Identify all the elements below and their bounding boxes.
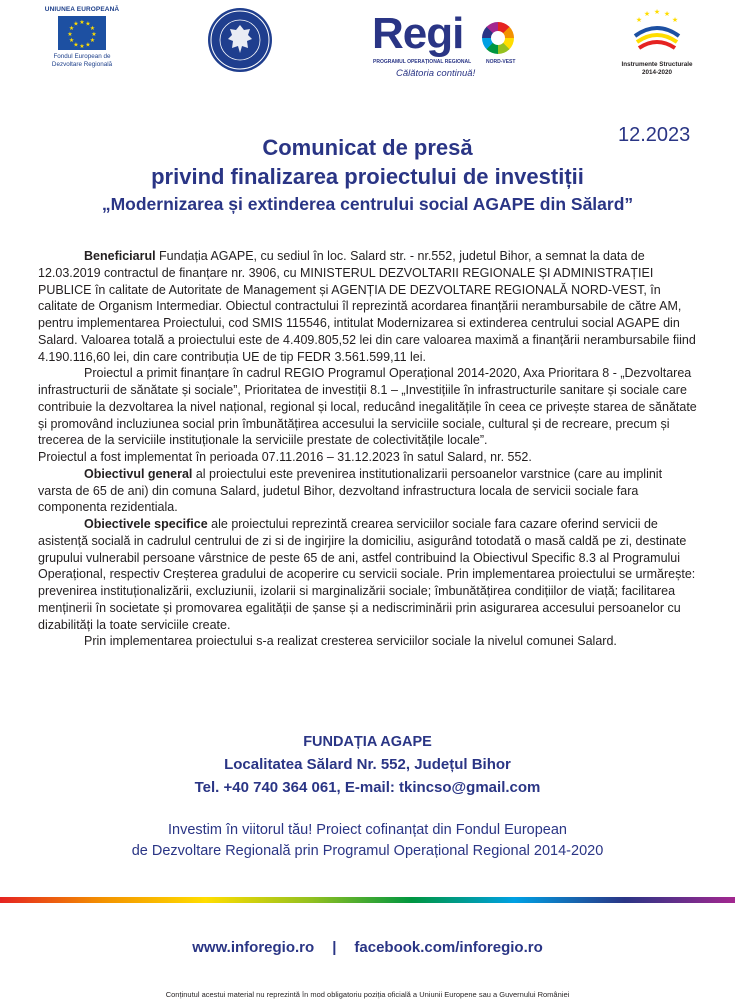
facebook-link[interactable]: facebook.com/inforegio.ro bbox=[354, 939, 543, 956]
paragraph-result: Prin implementarea proiectului s-a realizat cresterea serviciilor sociale la nivelul comunei Salard. bbox=[84, 634, 617, 649]
paragraph-beneficiary bbox=[38, 248, 698, 365]
instr-period: 2014-2020 bbox=[641, 68, 673, 76]
eu-flag-icon bbox=[58, 16, 106, 50]
logo-strip bbox=[0, 0, 735, 105]
svg-text:★: ★ bbox=[68, 25, 75, 32]
page-subtitle: privind finalizarea proiectului de investiții bbox=[151, 164, 584, 189]
svg-text:★: ★ bbox=[73, 20, 79, 28]
regio-region-label: NORD-VEST bbox=[486, 59, 516, 65]
contact-organization: FUNDAȚIA AGAPE bbox=[303, 734, 432, 750]
svg-text:★: ★ bbox=[635, 16, 643, 24]
specific-objectives-label: Obiectivele specifice bbox=[84, 517, 208, 531]
svg-text:★: ★ bbox=[68, 37, 75, 44]
regio-color-ring-icon bbox=[482, 22, 514, 54]
press-date: 12.2023 bbox=[618, 124, 691, 146]
regio-logo bbox=[372, 9, 520, 84]
eu-fund-line2: Dezvoltare Regională bbox=[51, 60, 113, 68]
svg-text:★: ★ bbox=[89, 37, 96, 44]
svg-text:★: ★ bbox=[67, 31, 73, 38]
footer-separator: | bbox=[332, 939, 337, 956]
structural-instruments-icon bbox=[627, 6, 687, 56]
svg-text:★: ★ bbox=[73, 41, 79, 49]
website-link[interactable]: www.inforegio.ro bbox=[192, 939, 315, 956]
svg-text:★: ★ bbox=[643, 10, 651, 18]
general-objective-label: Obiectivul general bbox=[84, 466, 193, 481]
instr-label: Instrumente Structurale bbox=[621, 61, 693, 68]
paragraph-financing: Proiectul a primit finanțare în cadrul REGIO Programul Operațional 2014-2020, Axa Prioritara 8 - „Dezvoltarea infrastructurii de sănătate și sociale”, Prioritatea de investiții 8.1 – „Investițiile în infrastructurile sanitare și sociale care contribuie la dezvoltarea la nivel național, regional și local, reducând inegalitățile în ceea ce privește starea de sănătate și promovând incluziunea social prin îmbunătățirea accesului la serviciile sociale, cultural și de recreare, precum și trecerea de la serviciile instituționale la serviciile prestate de colectivitățile locale”. bbox=[38, 366, 697, 448]
general-objective-text: al proiectului este prevenirea institutionalizarii persoanelor varstnice (care au implinit varsta de 65 de ani) din comuna Salard, judetul Bihor, dezvoltand infrastructura locala de servicii sociale fara componenta rezidentiala. bbox=[38, 466, 663, 515]
slogan-line-1: Investim în viitorul tău! Proiect cofinanțat din Fondul European bbox=[168, 822, 567, 838]
svg-text:★: ★ bbox=[89, 25, 96, 32]
press-release-body bbox=[38, 248, 698, 650]
contact-phone-email: Tel. +40 740 364 061, E-mail: tkincso@gmail.com bbox=[194, 779, 541, 796]
svg-text:★: ★ bbox=[653, 8, 661, 16]
svg-text:★: ★ bbox=[79, 19, 85, 26]
beneficiary-label: Beneficiarul bbox=[84, 249, 156, 263]
regio-tagline: Călătoria continuă! bbox=[396, 68, 476, 79]
beneficiary-text: Fundația AGAPE, cu sediul în loc. Salard str. - nr.552, judetul Bihor, a semnat la data de 12.03.2019 contractul de finanțare nr. 3906, cu MINISTERUL DEZVOLTARII REGIONALE ȘI ADMINISTRAȚIEI PUBLICE în calitate de Autoritate de Management și AGENȚIA DE DEZVOLTARE REGIONALĂ NORD-VEST, în calitate de Organism Intermediar. Obiectul contractului îl reprezintă acordarea finanțării nerambursabile de către AM, pentru implementarea Proiectului, cod SMIS 115546, intitulat Modernizarea si extinderea centrului social AGAPE din Salard. Valoarea totală a proiectului este de 4.409.805,52 lei din care valoarea maximă a finanțării nerambursabile fiind 4.190.116,60 lei, din care contribuția UE de tip FEDR 3.561.599,11 lei. bbox=[38, 249, 696, 364]
eu-caption: UNIUNEA EUROPEANĂ bbox=[44, 6, 120, 13]
paragraph-specific-objectives bbox=[38, 516, 698, 633]
svg-text:★: ★ bbox=[85, 20, 91, 28]
rainbow-divider bbox=[0, 897, 735, 903]
slogan-line-2: de Dezvoltare Regională prin Programul Operațional Regional 2014-2020 bbox=[131, 843, 604, 859]
disclaimer: Conținutul acestui material nu reprezintă în mod obligatoriu poziția oficială a Uniunii Europene sau a Guvernului României bbox=[165, 990, 570, 999]
eu-logo bbox=[42, 6, 122, 68]
structural-instruments-logo bbox=[612, 6, 702, 76]
svg-text:★: ★ bbox=[671, 16, 679, 24]
paragraph-general-objective bbox=[38, 466, 698, 516]
romanian-government-seal-icon bbox=[208, 8, 272, 72]
page-title: Comunicat de presă bbox=[262, 135, 473, 160]
svg-text:★: ★ bbox=[79, 43, 85, 50]
project-title: „Modernizarea și extinderea centrului social AGAPE din Sălard” bbox=[101, 194, 634, 214]
paragraph-period: Proiectul a fost implementat în perioada 07.11.2016 – 31.12.2023 în satul Salard, nr. 552. bbox=[38, 450, 532, 464]
svg-text:★: ★ bbox=[663, 10, 671, 18]
regio-wordmark: Regi bbox=[372, 9, 464, 58]
footer-links bbox=[0, 939, 735, 956]
regio-program-label: PROGRAMUL OPERAȚIONAL REGIONAL bbox=[373, 59, 472, 65]
eu-fund-line1: Fondul European de bbox=[53, 53, 111, 60]
contact-address: Localitatea Sălard Nr. 552, Județul Bihor bbox=[224, 756, 511, 773]
specific-objectives-text: ale proiectului reprezintă crearea serviciilor sociale fara cazare oferind servicii de asistență socială in cadrulul centrului de zi si de ingirjire la domiciliu, asigurând totodată o masă caldă pe zi, destinate grupului vulnerabil persoane vârstnice de peste 65 de ani, astfel contribuind la Obiectivul Specific 8.3 al Programului Operațional, respectiv Creșterea gradului de acoperire cu servicii sociale. Prin implementarea proiectului se urmărește: prevenirea instituționalizării, excluziunii, izolarii si marginalizării sociale; îmbunătățirea condițiilor de viață; facilitarea menținerii în societate și promovarea egalității de șanse și a nediscriminării prin asigurarea accesului persoanelor cu dizabilități la toate serviciile create. bbox=[38, 517, 696, 632]
svg-text:★: ★ bbox=[85, 41, 91, 49]
svg-text:★: ★ bbox=[91, 31, 97, 38]
